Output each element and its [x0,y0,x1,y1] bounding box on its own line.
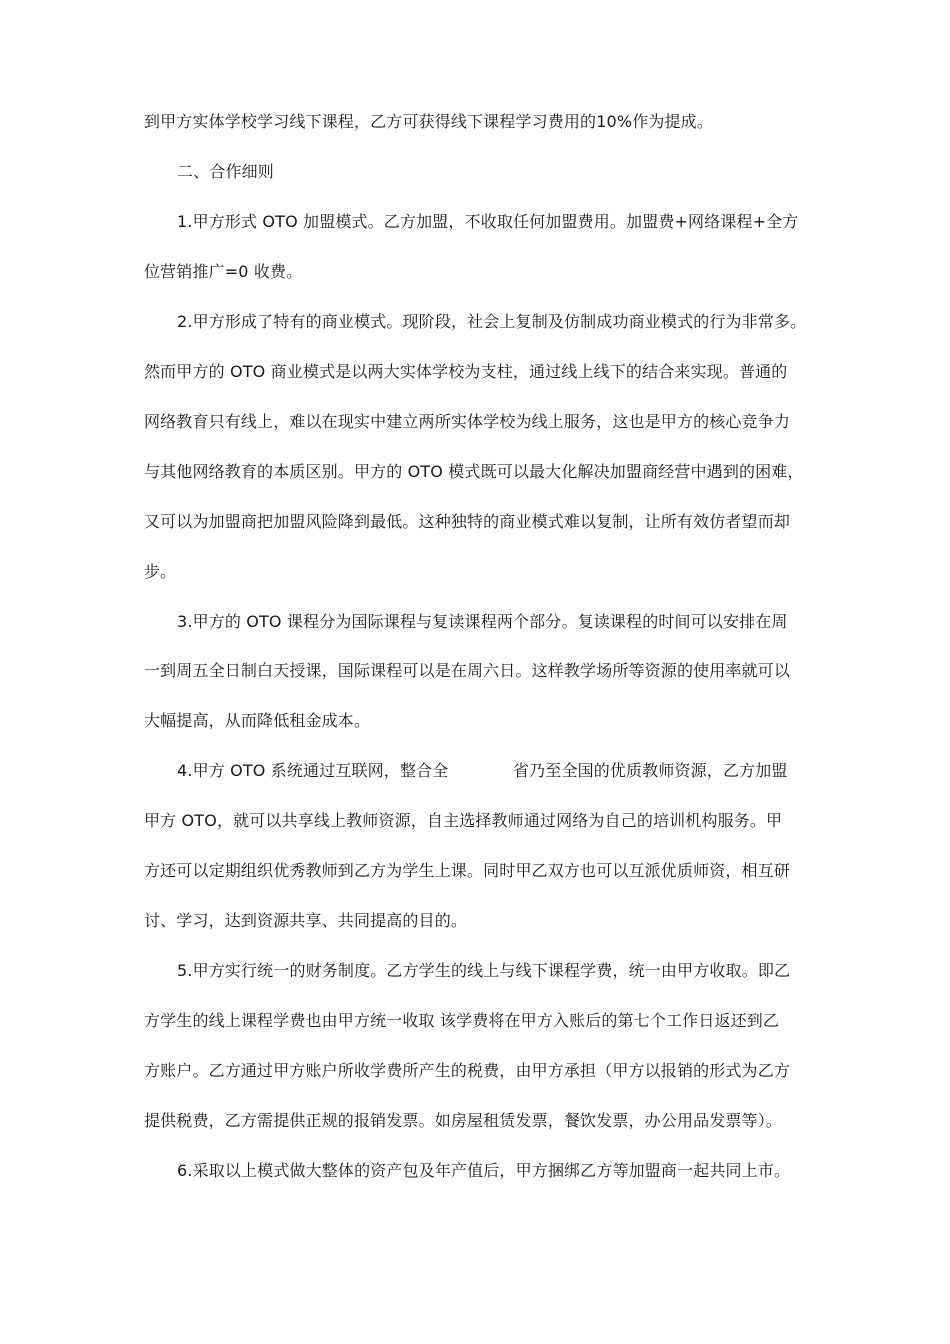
paragraph-line: 方学生的线上课程学费也由甲方统一收取 该学费将在甲方入账后的第七个工作日返还到乙 [144,1011,780,1030]
paragraph-line: 1.甲方形式 OTO 加盟模式。乙方加盟，不收取任何加盟费用。加盟费+网络课程+全方 [177,212,799,231]
paragraph-line: 到甲方实体学校学习线下课程，乙方可获得线下课程学习费用的10%作为提成。 [144,112,713,131]
paragraph-line: 位营销推广=0 收费。 [144,262,303,281]
section-heading: 二、合作细则 [177,162,274,181]
paragraph-line: 又可以为加盟商把加盟风险降到最低。这种独特的商业模式难以复制，让所有效仿者望而却 [144,512,791,531]
paragraph-line: 步。 [144,562,177,581]
paragraph-line: 甲方 OTO，就可以共享线上教师资源，自主选择教师通过网络为自己的培训机构服务。甲 [144,811,783,830]
paragraph-line: 讨、学习，达到资源共享、共同提高的目的。 [144,911,468,930]
paragraph-line: 6.采取以上模式做大整体的资产包及年产值后，甲方捆绑乙方等加盟商一起共同上市。 [177,1161,791,1180]
paragraph-line: 一到周五全日制白天授课，国际课程可以是在周六日。这样教学场所等资源的使用率就可以 [144,661,791,680]
paragraph-line: 与其他网络教育的本质区别。甲方的 OTO 模式既可以最大化解决加盟商经营中遇到的困难， [144,462,804,481]
paragraph-line: 然而甲方的 OTO 商业模式是以两大实体学校为支柱，通过线上线下的结合来实现。普通的 [144,362,788,381]
paragraph-line: 网络教育只有线上，难以在现实中建立两所实体学校为线上服务，这也是甲方的核心竞争力 [144,412,791,431]
paragraph-line: 方账户。乙方通过甲方账户所收学费所产生的税费，由甲方承担（甲方以报销的形式为乙方 [144,1061,791,1080]
paragraph-line: 2.甲方形成了特有的商业模式。现阶段，社会上复制及仿制成功商业模式的行为非常多。 [177,312,807,331]
paragraph-line: 3.甲方的 OTO 课程分为国际课程与复读课程两个部分。复读课程的时间可以安排在周 [177,612,788,631]
paragraph-line: 大幅提高，从而降低租金成本。 [144,711,371,730]
paragraph-line: 方还可以定期组织优秀教师到乙方为学生上课。同时甲乙双方也可以互派优质师资，相互研 [144,861,791,880]
paragraph-line: 提供税费，乙方需提供正规的报销发票。如房屋租赁发票，餐饮发票，办公用品发票等）。 [144,1111,783,1130]
paragraph-line: 5.甲方实行统一的财务制度。乙方学生的线上与线下课程学费，统一由甲方收取。即乙 [177,961,791,980]
paragraph-line: 4.甲方 OTO 系统通过互联网，整合全 省乃至全国的优质教师资源，乙方加盟 [177,761,788,780]
